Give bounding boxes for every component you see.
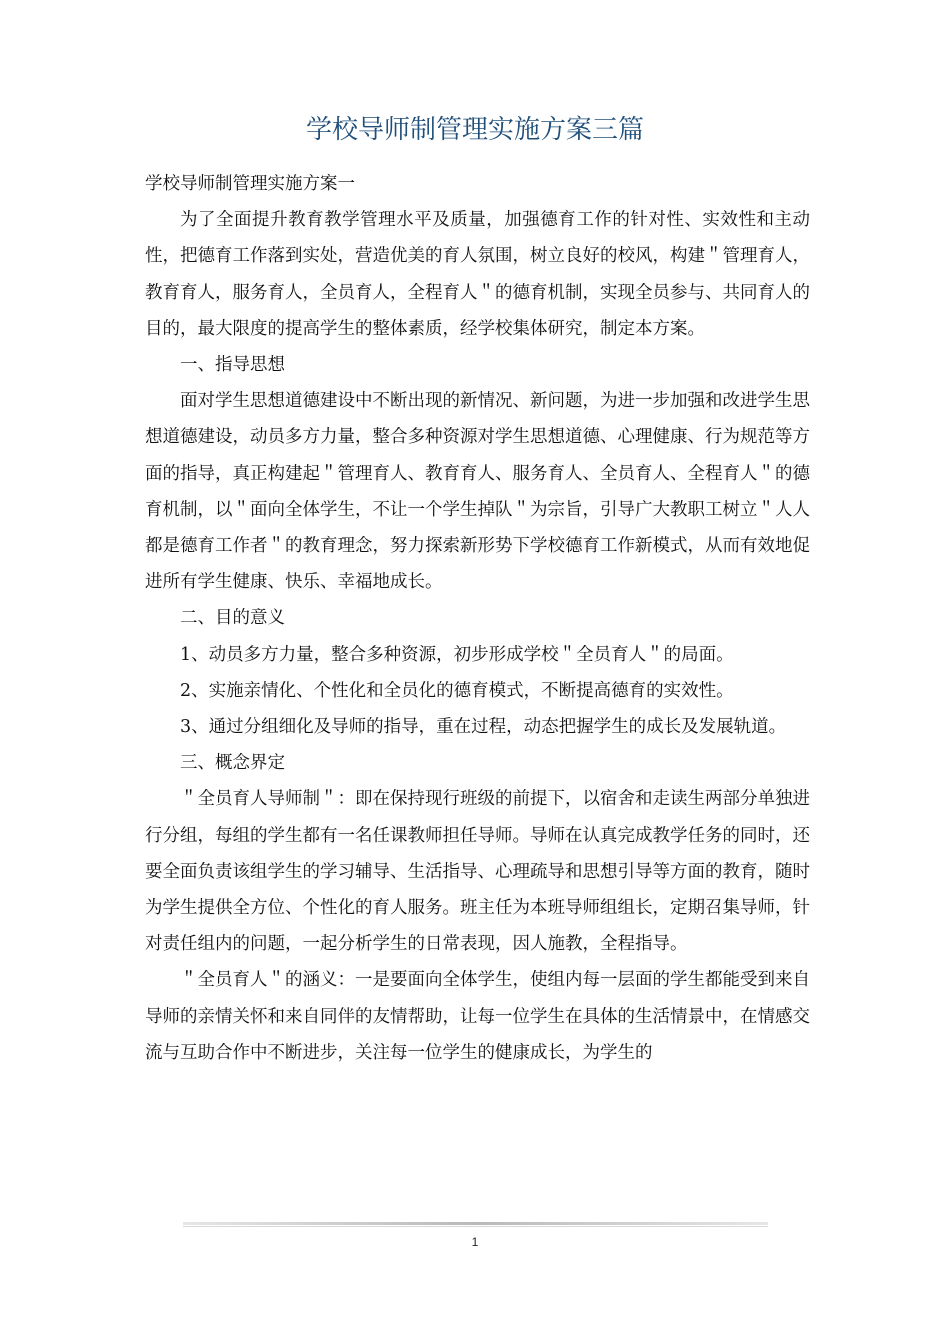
heading-definition: 三、概念界定 xyxy=(180,753,285,774)
document-title: 学校导师制管理实施方案三篇 xyxy=(305,115,644,145)
footer-divider xyxy=(183,1222,768,1225)
heading-guiding-ideology: 一、指导思想 xyxy=(180,355,285,376)
paragraph-definition-all-staff: ＂全员育人＂的涵义：一是要面向全体学生，使组内每一层面的学生都能受到来自导师的亲情关怀和来自同伴的友情帮助，让每一位学生在具体的生活情景中，在情感交流与互助合作中不断进步，关注每一位学生的健康成长，为学生的 xyxy=(145,970,810,1063)
list-item-purpose-1: 1、动员多方力量，整合多种资源，初步形成学校＂全员育人＂的局面。 xyxy=(180,644,734,665)
document-body xyxy=(145,166,810,1071)
page-number: 1 xyxy=(471,1235,479,1249)
list-item-purpose-3: 3、通过分组细化及导师的指导，重在过程，动态把握学生的成长及发展轨道。 xyxy=(180,717,787,738)
paragraph-intro: 为了全面提升教育教学管理水平及质量，加强德育工作的针对性、实效性和主动性，把德育工作落到实处，营造优美的育人氛围，树立良好的校风，构建＂管理育人，教育育人，服务育人，全员育人，全程育人＂的德育机制，实现全员参与、共同育人的目的，最大限度的提高学生的整体素质，经学校集体研究，制定本方案。 xyxy=(145,210,810,339)
paragraph-definition-tutor-system: ＂全员育人导师制＂：即在保持现行班级的前提下，以宿舍和走读生两部分单独进行分组，每组的学生都有一名任课教师担任导师。导师在认真完成教学任务的同时，还要全面负责该组学生的学习辅导、生活指导、心理疏导和思想引导等方面的教育，随时为学生提供全方位、个性化的育人服务。班主任为本班导师组组长，定期召集导师，针对责任组内的问题，一起分析学生的日常表现，因人施教，全程指导。 xyxy=(145,789,810,955)
footer-divider-thin xyxy=(183,1226,768,1227)
section-heading-plan-one: 学校导师制管理实施方案一 xyxy=(145,174,355,194)
paragraph-guiding-ideology: 面对学生思想道德建设中不断出现的新情况、新问题，为进一步加强和改进学生思想道德建设，动员多方力量，整合多种资源对学生思想道德、心理健康、行为规范等方面的指导，真正构建起＂管理育人、教育育人、服务育人、全员育人、全程育人＂的德育机制，以＂面向全体学生，不让一个学生掉队＂为宗旨，引导广大教职工树立＂人人都是德育工作者＂的教育理念，努力探索新形势下学校德育工作新模式，从而有效地促进所有学生健康、快乐、幸福地成长。 xyxy=(145,391,810,593)
list-item-purpose-2: 2、实施亲情化、个性化和全员化的德育模式，不断提高德育的实效性。 xyxy=(180,680,734,701)
heading-purpose: 二、目的意义 xyxy=(180,608,285,629)
